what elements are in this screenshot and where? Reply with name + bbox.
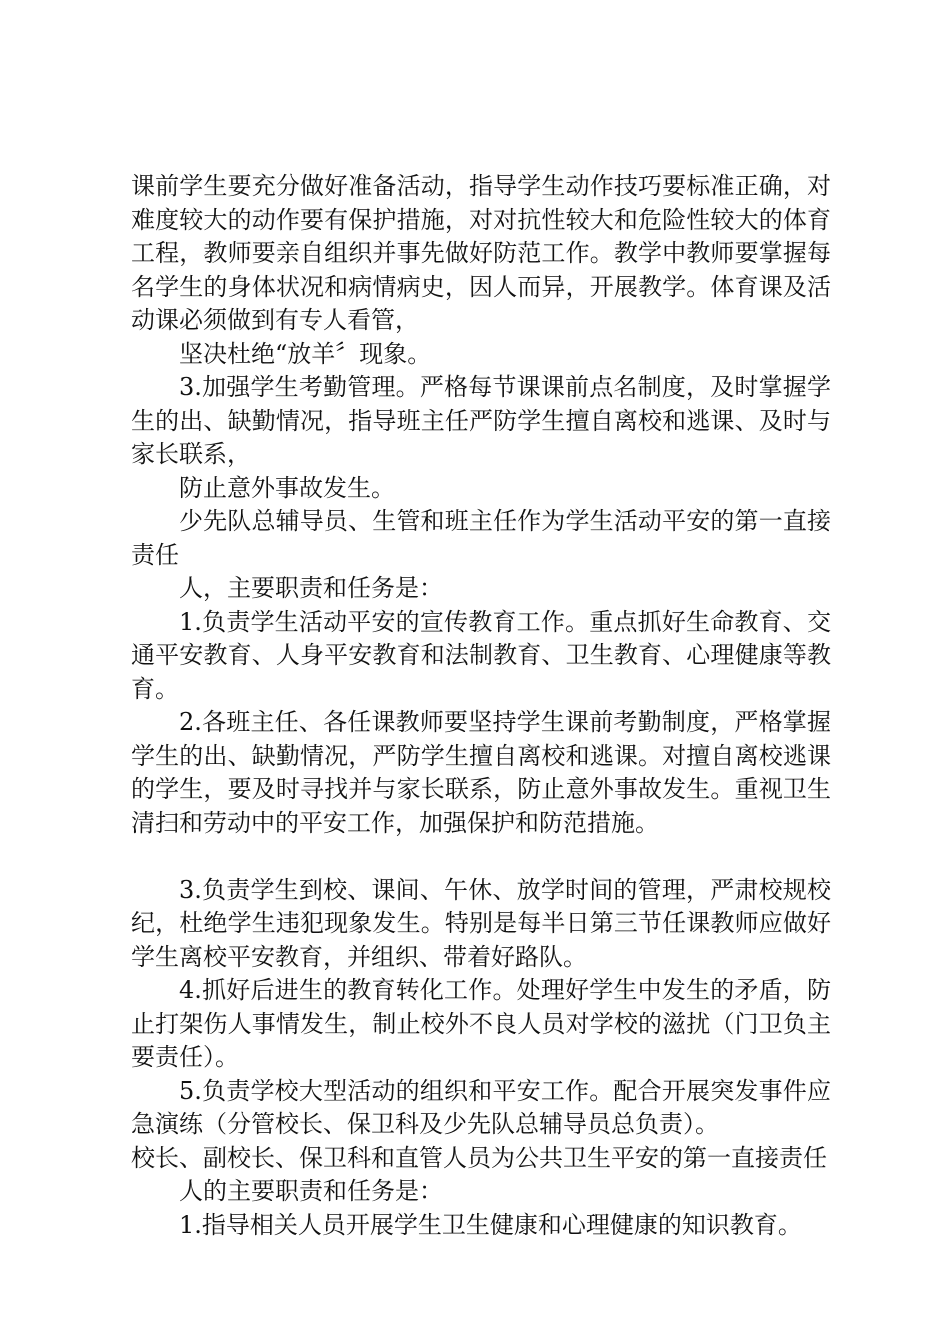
paragraph: 人的主要职责和任务是：	[179, 1177, 443, 1205]
paragraph: 人，主要职责和任务是：	[179, 574, 443, 602]
paragraph: 少先队总辅导员、生管和班主任作为学生活动平安的第一直接责任	[131, 507, 831, 569]
paragraph: 课前学生要充分做好准备活动，指导学生动作技巧要标准正确，对难度较大的动作要有保护措施，对对抗性较大和危险性较大的体育工程，教师要亲自组织并事先做好防范工作。教学中教师要掌握每名学生的身体状况和病情病史，因人而异，开展教学。体育课及活动课必须做到有专人看管，	[131, 172, 831, 334]
paragraph: 坚决杜绝“放羊〞现象。	[179, 339, 432, 368]
body-text	[131, 170, 831, 1242]
paragraph: 1.指导相关人员开展学生卫生健康和心理健康的知识教育。	[179, 1210, 802, 1239]
paragraph: 2.各班主任、各任课教师要坚持学生课前考勤制度，严格掌握学生的出、缺勤情况，严防学生擅自离校和逃课。对擅自离校逃课的学生，要及时寻找并与家长联系，防止意外事故发生。重视卫生清扫和劳动中的平安工作，加强保护和防范措施。	[131, 708, 831, 837]
paragraph: 4.抓好后进生的教育转化工作。处理好学生中发生的矛盾，防止打架伤人事情发生，制止校外不良人员对学校的滋扰（门卫负主要责任）。	[131, 976, 831, 1071]
paragraph: 防止意外事故发生。	[179, 473, 395, 502]
paragraph: 3.负责学生到校、课间、午休、放学时间的管理，严肃校规校纪，杜绝学生违犯现象发生。特别是每半日第三节任课教师应做好学生离校平安教育，并组织、带着好路队。	[131, 875, 831, 971]
paragraph: 3.加强学生考勤管理。严格每节课课前点名制度，及时掌握学生的出、缺勤情况，指导班主任严防学生擅自离校和逃课、及时与家长联系，	[131, 373, 831, 468]
paragraph: 5.负责学校大型活动的组织和平安工作。配合开展突发事件应急演练（分管校长、保卫科及少先队总辅导员总负责）。	[131, 1076, 831, 1138]
paragraph: 1.负责学生活动平安的宣传教育工作。重点抓好生命教育、交通平安教育、人身平安教育和法制教育、卫生教育、心理健康等教育。	[131, 607, 831, 703]
paragraph: 校长、副校长、保卫科和直管人员为公共卫生平安的第一直接责任	[131, 1143, 827, 1172]
